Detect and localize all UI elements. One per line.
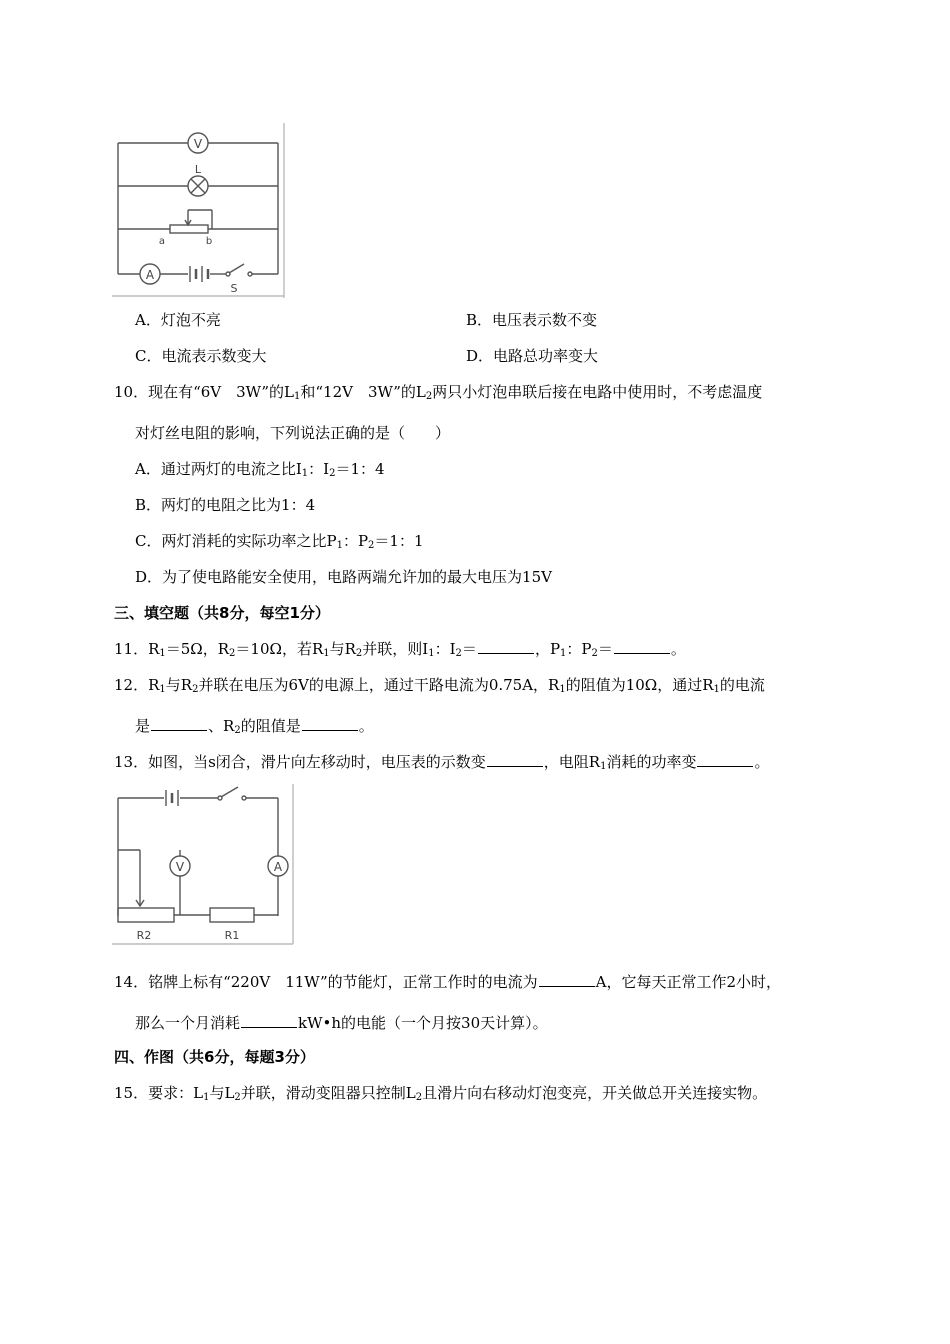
q13-r2-label: R2 <box>136 929 152 942</box>
q10-stem-line1: 10．现在有“6V 3W”的$L_1$和“12V 3W”的$L_2$两只小灯泡串联后接在电路中使用时，不考虑温度 <box>114 383 763 402</box>
q9-option-c: C．电流表示数变大 <box>135 347 267 365</box>
q9-rheostat-b-label: b <box>205 236 213 247</box>
q15-text: 15．要求：$L_1$与$L_2$并联，滑动变阻器只控制$L_2$且滑片向右移动灯泡变亮，开关做总开关连接实物。 <box>114 1084 768 1103</box>
q11-text: 11．$R_1=5\Omega$，$R_2=10\Omega$，若$R_1$与$R_2$并联，则$I_1$：$I_2=$ ，$P_1$：$P_2=$ 。 <box>114 640 686 659</box>
q10-option-c: C．两灯消耗的实际功率之比$P_1$：$P_2=1$：1 <box>135 532 424 551</box>
q12-blank-current[interactable] <box>151 716 207 731</box>
q11-blank-current-ratio[interactable] <box>478 639 534 654</box>
q10-option-b: B．两灯的电阻之比为1：4 <box>135 496 316 514</box>
q12-line1: 12．$R_1$与$R_2$并联在电压为6V的电源上，通过干路电流为0.75A，$R_1$的阻值为10Ω，通过$R_1$的电流 <box>114 676 765 695</box>
q9-rheostat-a-label: a <box>158 236 166 247</box>
section3-heading: 三、填空题（共8分，每空1分） <box>114 604 330 622</box>
q9-switch-label: S <box>230 282 238 295</box>
q12-line2: 是 、$R_2$的阻值是 。 <box>135 717 374 736</box>
q9-option-a: A．灯泡不亮 <box>135 311 221 329</box>
q14-blank-current[interactable] <box>539 972 595 987</box>
q13-blank-power[interactable] <box>697 752 753 767</box>
q14-line2: 那么一个月消耗 kW•h的电能（一个月按30天计算）。 <box>135 1014 548 1032</box>
q13-blank-voltmeter[interactable] <box>487 752 543 767</box>
q13-voltmeter-label: V <box>175 860 185 874</box>
section4-heading: 四、作图（共6分，每题3分） <box>114 1048 315 1066</box>
q10-stem-line2: 对灯丝电阻的影响，下列说法正确的是（ ） <box>135 424 451 442</box>
q11-blank-power-ratio[interactable] <box>614 639 670 654</box>
q9-lamp-label: L <box>194 163 202 176</box>
q9-voltmeter-label: V <box>193 137 203 151</box>
q10-option-d: D．为了使电路能安全使用，电路两端允许加的最大电压为15V <box>135 568 552 586</box>
q9-option-b: B．电压表示数不变 <box>466 311 598 329</box>
q13-ammeter-label: A <box>273 860 283 874</box>
q14-line1: 14．铭牌上标有“220V 11W”的节能灯，正常工作时的电流为 A，它每天正常工作2小时， <box>114 973 782 991</box>
q9-option-d: D．电路总功率变大 <box>466 347 599 365</box>
q14-blank-energy[interactable] <box>241 1013 297 1028</box>
q9-ammeter-label: A <box>145 268 155 282</box>
q9-circuit-diagram <box>112 123 288 298</box>
q13-circuit-diagram <box>112 784 296 946</box>
q10-option-a: A．通过两灯的电流之比$I_1$：$I_2=1$：4 <box>135 460 385 479</box>
q13-r1-label: R1 <box>224 929 240 942</box>
q12-blank-resistance[interactable] <box>302 716 358 731</box>
q13-text: 13．如图，当s闭合，滑片向左移动时，电压表的示数变 ，电阻$R_1$消耗的功率变 。 <box>114 753 770 772</box>
